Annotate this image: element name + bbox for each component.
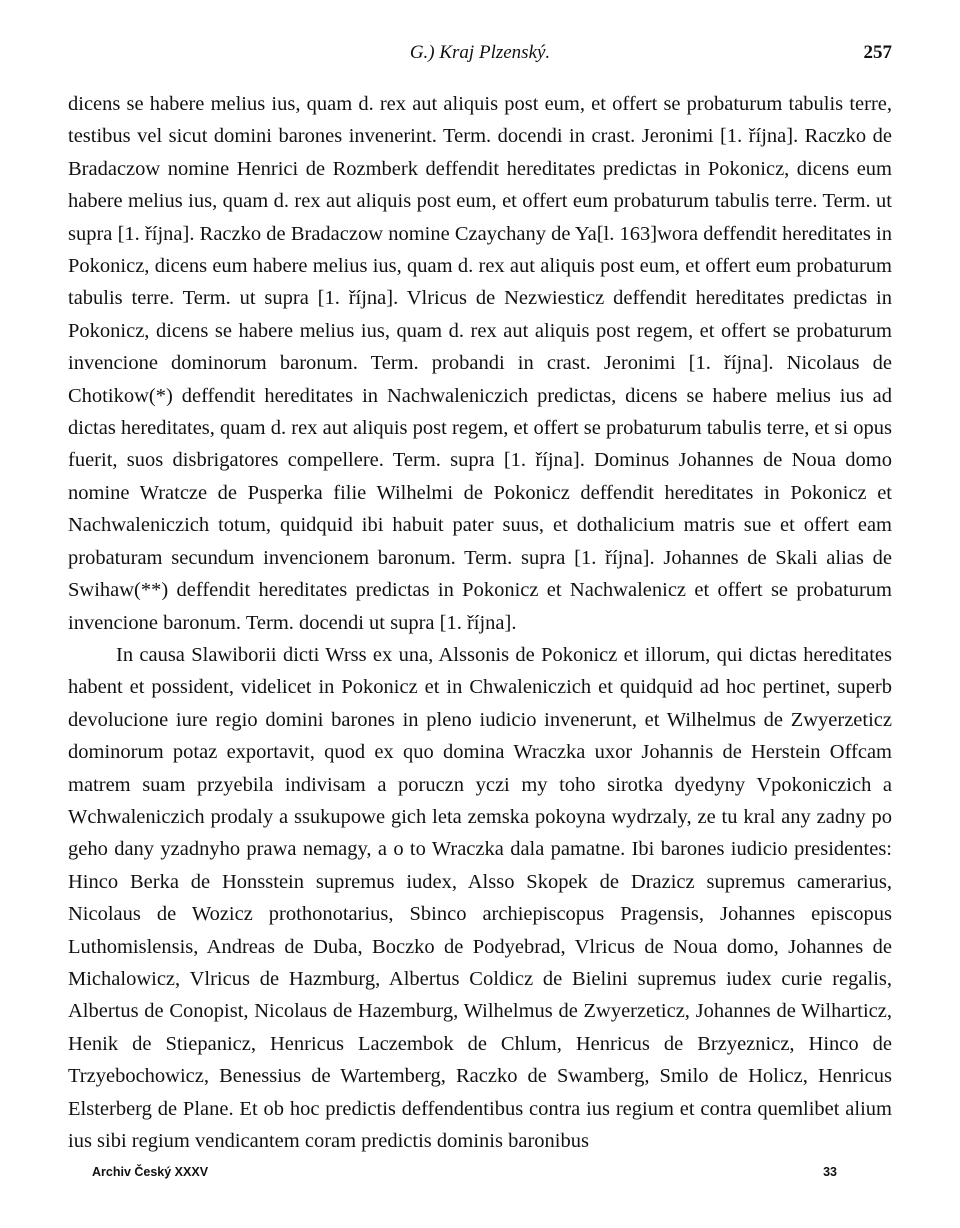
paragraph-1: dicens se habere melius ius, quam d. rex aut aliquis post eum, et offert se probaturum tabulis terre, testibus vel sicut domini barones invenerint. Term. docendi in crast. Jeronimi [1. října]. Raczko de Bradaczow nomine Henrici de Rozmberk deffendit hereditates predictas in Pokonicz, dicens eum habere melius ius, quam d. rex aut aliquis post eum, et offert eum probaturum tabulis terre. Term. ut supra [1. října]. Raczko de Bradaczow nomine Czaychany de Ya[l. 163]wora deffendit hereditates in Pokonicz, dicens eum habere melius ius, quam d. rex aut aliquis post eum, et offert eum probaturum tabulis terre. Term. ut supra [1. října]. Vlricus de Nezwiesticz deffendit hereditates predictas in Pokonicz, dicens se habere melius ius, quam d. rex aut aliquis post regem, et offert se probaturum invencione dominorum baronum. Term. probandi in crast. Jeronimi [1. října]. Nicolaus de Chotikow(*) deffendit hereditates in Nachwaleniczich predictas, dicens se habere melius ius ad dictas hereditates, quam d. rex aut aliquis post regem, et offert se probaturum tabulis terre, et si opus fuerit, suos disbrigatores compellere. Term. supra [1. října]. Dominus Johannes de Noua domo nomine Wratcze de Pusperka filie Wilhelmi de Pokonicz deffendit hereditates in Pokonicz et Nachwaleniczich totum, quidquid ibi habuit pater suus, et dothalicium matris sue et offert eam probaturam secundum invencionem baronum. Term. supra [1. října]. Johannes de Skali alias de Swihaw(**) deffendit hereditates predictas in Pokonicz et Nachwalenicz et offert se probaturum invencione baronum. Term. docendi ut supra [1. října]. xyxy=(68,93,892,634)
printer-signature: Archiv Český XXXV xyxy=(92,1165,209,1179)
page-header xyxy=(68,42,892,76)
page-footer xyxy=(92,1165,837,1189)
running-head: G.) Kraj Plzenský. xyxy=(409,42,551,63)
paragraph-2: In causa Slawiborii dicti Wrss ex una, Alssonis de Pokonicz et illorum, qui dictas hereditates habent et possident, videlicet in Pokonicz et in Chwaleniczich et quidquid ad hoc pertinet, superb devolucione iure regio domini barones in pleno iudicio invenerunt, et Wilhelmus de Zwyerzeticz dominorum potaz exportavit, quod ex quo domina Wraczka uxor Johannis de Herstein Offcam matrem suam przyebila indivisam a poruczn yczi my toho sirotka dyedyny Vpokoniczich a Wchwaleniczich prodaly a ssukupowe gich leta zemska pokoyna wydrzaly, ze tu kral any zadny po geho dany yzadnyho prawa nemagy, a o to Wraczka dala pamatne. Ibi barones iudicio presidentes: Hinco Berka de Honsstein supremus iudex, Alsso Skopek de Drazicz supremus camerarius, Nicolaus de Wozicz prothonotarius, Sbinco archiepiscopus Pragensis, Johannes episcopus Luthomislensis, Andreas de Duba, Boczko de Podyebrad, Vlricus de Noua domo, Johannes de Michalowicz, Vlricus de Hazmburg, Albertus Coldicz de Bielini supremus iudex curie regalis, Albertus de Conopist, Nicolaus de Hazemburg, Wilhelmus de Zwyerzeticz, Johannes de Wilharticz, Henik de Stiepanicz, Henricus Laczembok de Chlum, Henricus de Brzyeznicz, Hinco de Trzyebochowicz, Benessius de Wartemberg, Raczko de Swamberg, Smilo de Holicz, Henricus Elsterberg de Plane. Et ob hoc predictis deffendentibus contra ius regium et contra quemlibet alium ius sibi regium vendicantem coram predictis dominis baronibus xyxy=(68,643,892,1152)
signature-number: 33 xyxy=(823,1165,837,1179)
body-text xyxy=(68,88,892,1157)
page-number: 257 xyxy=(863,42,892,63)
